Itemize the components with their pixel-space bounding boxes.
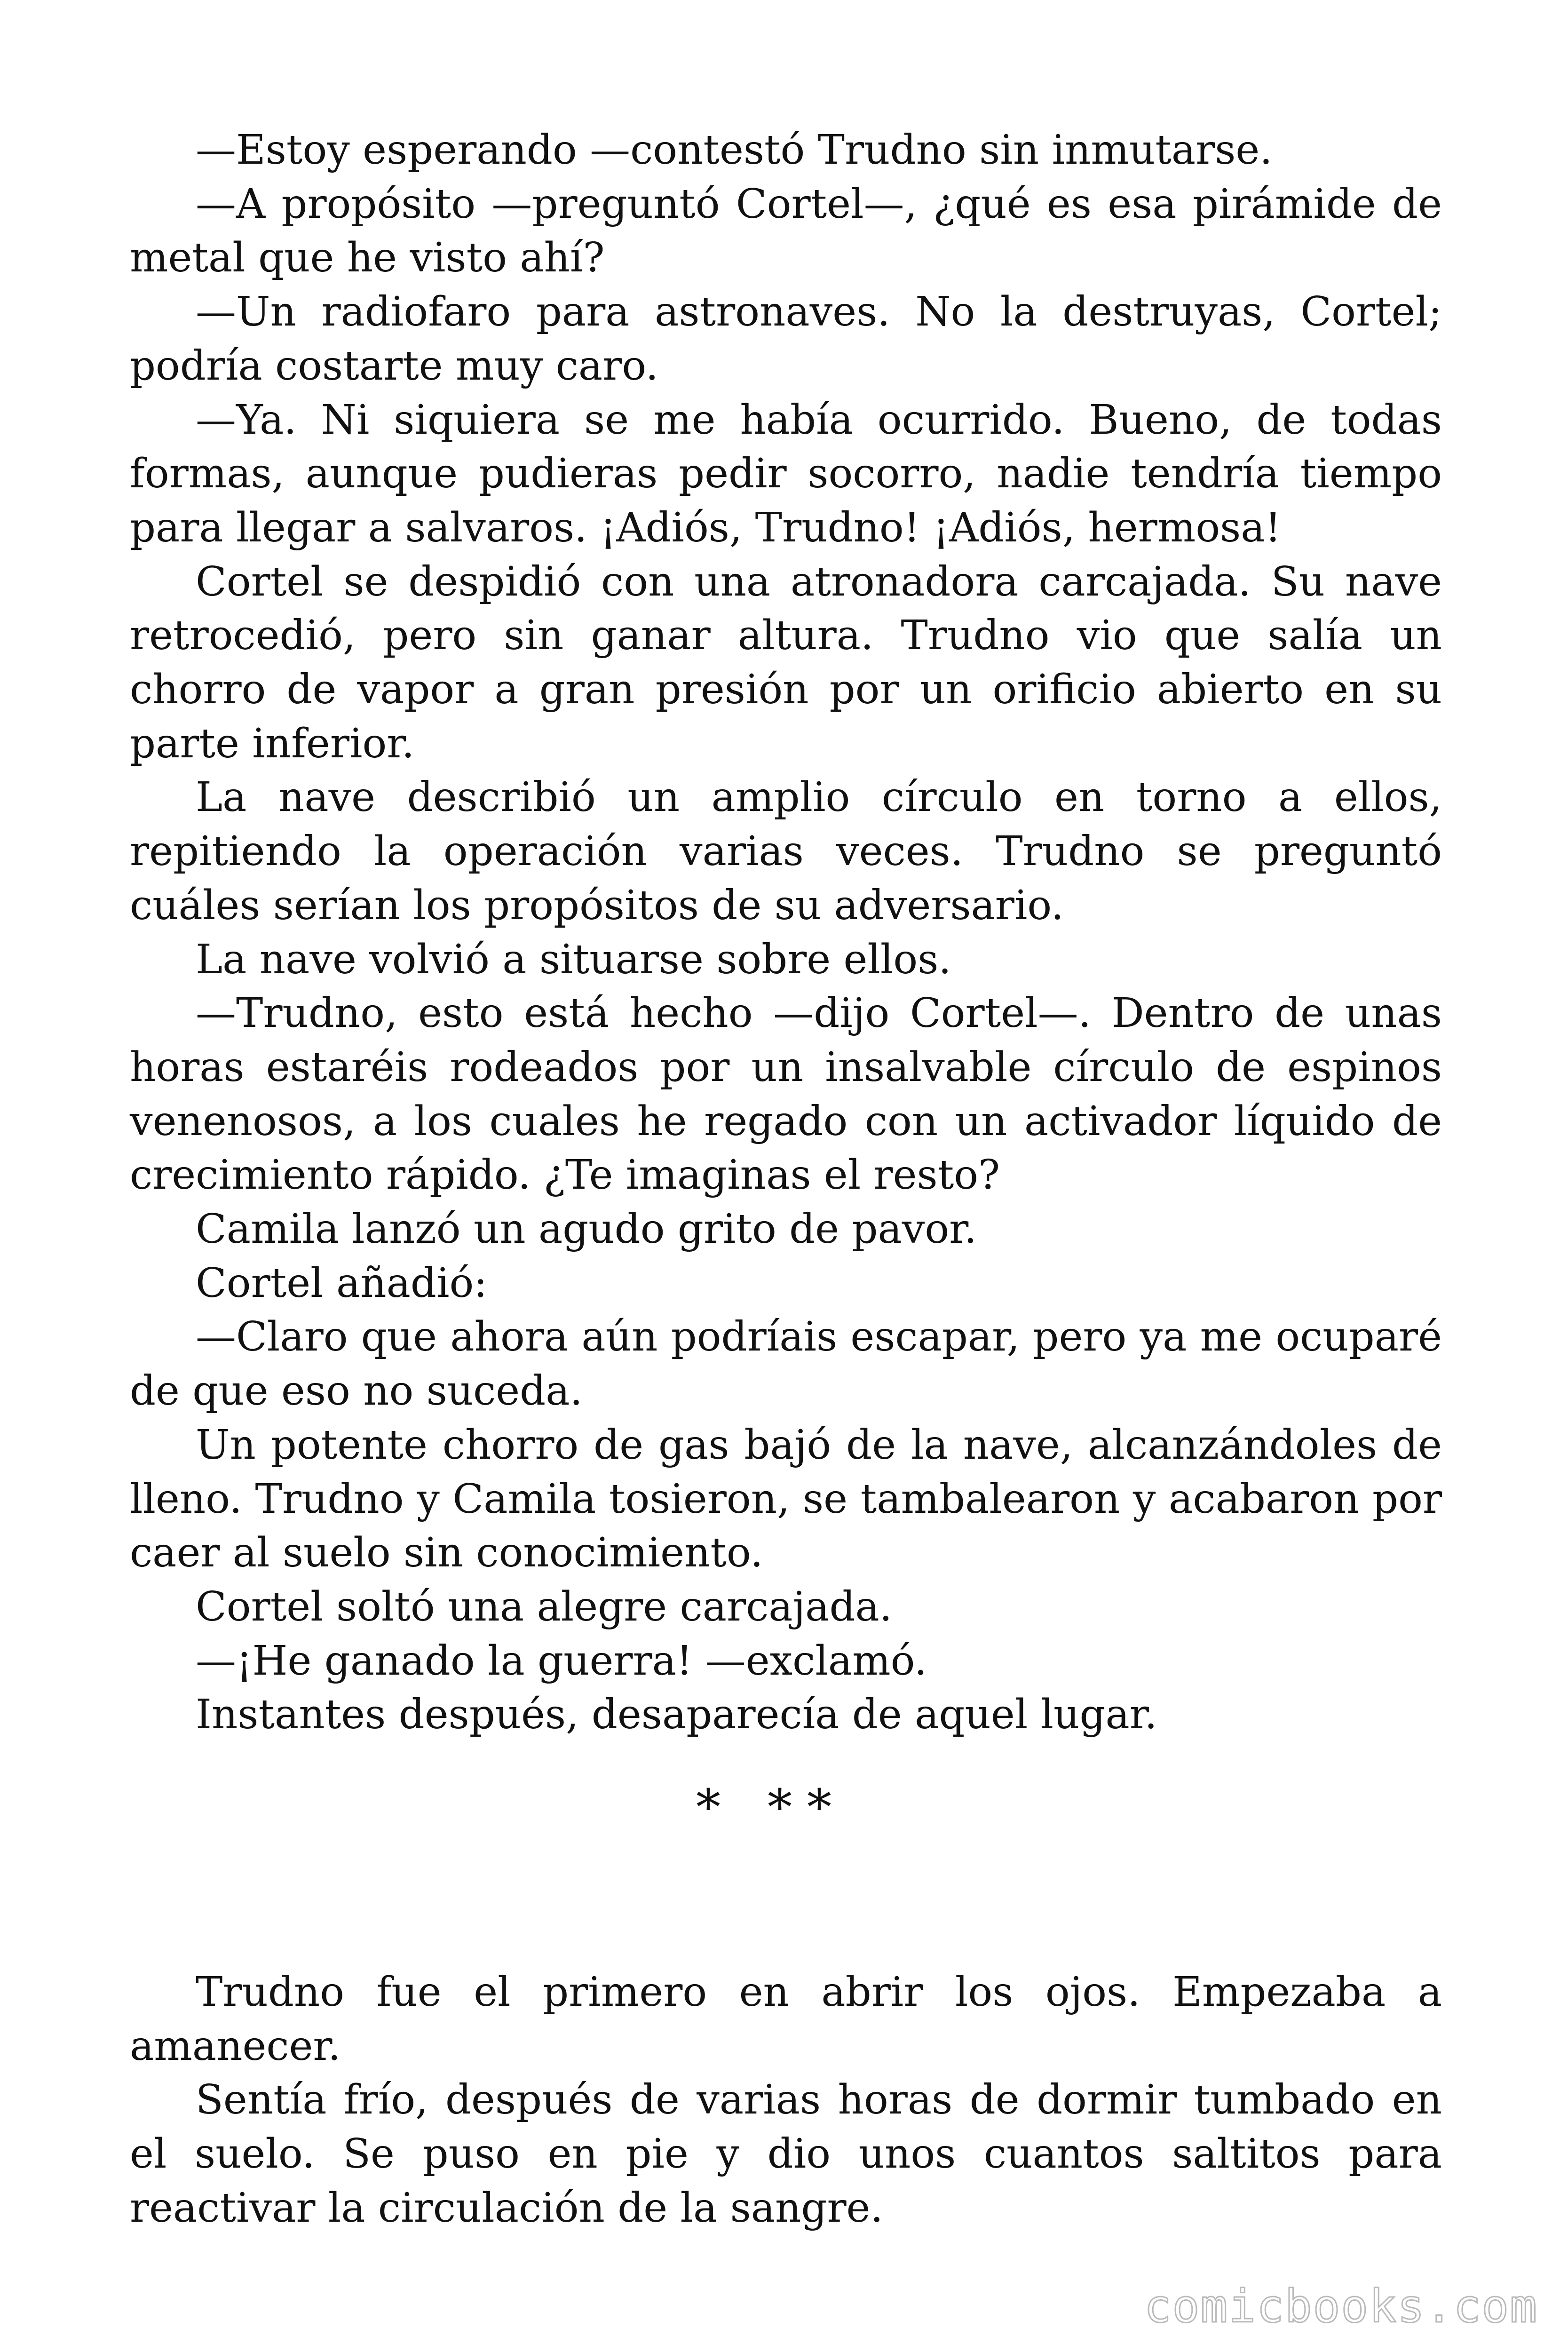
separator-asterisk: * <box>768 1779 792 1836</box>
paragraph: Trudno fue el primero en abrir los ojos. Empezaba a amanecer. <box>130 1969 1442 2070</box>
text-block-top <box>130 123 1442 1742</box>
separator-asterisk: * <box>807 1779 832 1836</box>
paragraph: —Un radiofaro para astronaves. No la destruyas, Cortel; podría costarte muy caro. <box>130 288 1442 389</box>
paragraph: La nave describió un amplio círculo en torno a ellos, repitiendo la operación varias veces. Trudno se preguntó cuáles serían los propósitos de su adversario. <box>130 774 1442 929</box>
paragraph: Instantes después, desaparecía de aquel lugar. <box>196 1691 1157 1739</box>
text-block-bottom <box>130 1965 1442 2235</box>
section-separator <box>696 1779 832 1836</box>
paragraph: Cortel se despidió con una atronadora carcajada. Su nave retrocedió, pero sin ganar altura. Trudno vio que salía un chorro de vapor a gran presión por un orificio abierto en su parte inferior. <box>130 558 1442 767</box>
paragraph: Sentía frío, después de varias horas de dormir tumbado en el suelo. Se puso en pie y dio unos cuantos saltitos para reactivar la circulación de la sangre. <box>130 2076 1442 2232</box>
paragraph: Camila lanzó un agudo grito de pavor. <box>196 1206 977 1253</box>
paragraph: —Estoy esperando —contestó Trudno sin inmutarse. <box>196 127 1273 174</box>
paragraph: —Ya. Ni siquiera se me había ocurrido. Bueno, de todas formas, aunque pudieras pedir socorro, nadie tendría tiempo para llegar a salvaros. ¡Adiós, Trudno! ¡Adiós, hermosa! <box>130 396 1442 551</box>
separator-asterisk: * <box>696 1779 721 1836</box>
paragraph: Cortel soltó una alegre carcajada. <box>196 1583 893 1630</box>
paragraph: Un potente chorro de gas bajó de la nave, alcanzándoles de lleno. Trudno y Camila tosieron, se tambalearon y acabaron por caer al suelo sin conocimiento. <box>130 1421 1442 1577</box>
paragraph: —Trudno, esto está hecho —dijo Cortel—. Dentro de unas horas estaréis rodeados por un insalvable círculo de espinos venenosos, a los cuales he regado con un activador líquido de crecimiento rápido. ¿Te imaginas el resto? <box>130 990 1442 1199</box>
paragraph: —Claro que ahora aún podríais escapar, pero ya me ocuparé de que eso no suceda. <box>130 1313 1442 1415</box>
paragraph: Cortel añadió: <box>196 1259 488 1307</box>
paragraph: —A propósito —preguntó Cortel—, ¿qué es esa pirámide de metal que he visto ahí? <box>130 180 1442 282</box>
watermark: comicbooks.com <box>1144 2280 1538 2333</box>
paragraph: La nave volvió a situarse sobre ellos. <box>196 936 951 983</box>
paragraph: —¡He ganado la guerra! —exclamó. <box>196 1637 927 1685</box>
